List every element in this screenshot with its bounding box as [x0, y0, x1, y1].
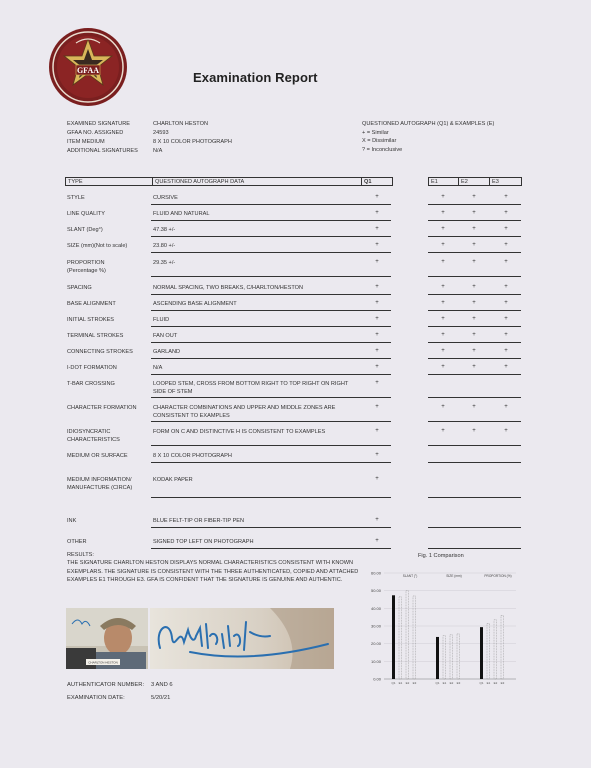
legend-title: QUESTIONED AUTOGRAPH (Q1) & EXAMPLES (E): [362, 121, 495, 127]
example-mark: +: [504, 404, 508, 410]
footer-details: [67, 682, 173, 708]
row-underline: [151, 527, 391, 528]
row-underline: [151, 462, 391, 463]
q1-mark: +: [375, 210, 379, 216]
row-type-label: LINE QUALITY: [67, 211, 105, 217]
results-section: [67, 551, 367, 584]
example-mark: +: [504, 348, 508, 354]
examples-underline: [428, 236, 521, 237]
chart-bar: [443, 636, 446, 679]
example-mark: +: [441, 348, 445, 354]
example-mark: +: [472, 194, 476, 200]
footer-label: AUTHENTICATOR NUMBER:: [67, 682, 145, 688]
row-underline: [151, 252, 391, 253]
photo-caption: CHARLTON HESTON: [88, 660, 118, 665]
row-type-label: SIZE (mm)(Not to scale): [67, 243, 128, 249]
row-type-label: TERMINAL STROKES: [67, 333, 124, 339]
header-row: [67, 147, 232, 156]
row-underline: [151, 374, 391, 375]
x-tick-label: Q1: [391, 681, 396, 685]
seal-lettering: GFAA: [76, 66, 100, 75]
x-tick-label: Q1: [479, 681, 484, 685]
header-label: ADDITIONAL SIGNATURES: [67, 148, 138, 154]
results-label: RESULTS:: [67, 552, 94, 558]
row-underline: [151, 358, 391, 359]
example-mark: +: [441, 300, 445, 306]
row-data-value: FORM ON C AND DISTINCTIVE H IS CONSISTENT TO EXAMPLES: [153, 429, 326, 435]
row-data-value: KODAK PAPER: [153, 477, 193, 483]
row-data-value: 47.38 +/-: [153, 227, 176, 233]
row-data-value: GARLAND: [153, 349, 181, 355]
row-underline: [151, 204, 391, 205]
legend-inconclusive: ? = Inconclusive: [362, 146, 403, 153]
q1-mark: +: [375, 428, 379, 434]
header-label: GFAA NO. ASSIGNED: [67, 130, 124, 136]
example-mark: +: [441, 210, 445, 216]
x-tick-label: E1: [486, 681, 491, 685]
gfaa-seal-logo: [48, 27, 128, 107]
row-data-value: FAN OUT: [153, 333, 178, 339]
x-tick-label: E2: [493, 681, 498, 685]
examples-underline: [428, 548, 521, 549]
row-type-label: MEDIUM OR SURFACE: [67, 453, 128, 459]
row-data-value: CURSIVE: [153, 195, 178, 201]
x-tick-label: E2: [449, 681, 454, 685]
header-details: [67, 120, 232, 156]
chart-title: Fig. 1 Comparison: [418, 553, 464, 559]
example-mark: +: [504, 242, 508, 248]
row-underline: [151, 276, 391, 277]
chart-bar: [457, 634, 460, 679]
row-data-value: NORMAL SPACING, TWO BREAKS, C/HARLTON/HESTON: [153, 285, 304, 291]
examples-underline: [428, 527, 521, 528]
row-type-label: PROPORTION (Percentage %): [67, 260, 106, 274]
row-type-label: CHARACTER FORMATION: [67, 405, 137, 411]
footer-row: [67, 682, 173, 695]
examples-underline: [428, 374, 521, 375]
chart-bar: [392, 595, 395, 679]
x-tick-label: Q1: [435, 681, 440, 685]
row-data-value: ASCENDING BASE ALIGNMENT: [153, 301, 237, 307]
example-mark: +: [472, 404, 476, 410]
row-data-value: N/A: [153, 365, 163, 371]
example-mark: +: [504, 226, 508, 232]
q1-mark: +: [375, 404, 379, 410]
row-data-value: 29.35 +/-: [153, 260, 176, 266]
page-title: Examination Report: [193, 70, 318, 85]
col-header-data: QUESTIONED AUTOGRAPH DATA: [152, 177, 362, 186]
q1-mark: +: [375, 242, 379, 248]
chart-bar: [480, 627, 483, 679]
q1-mark: +: [375, 316, 379, 322]
row-underline: [151, 497, 391, 498]
y-tick-label: 60.00: [370, 570, 381, 576]
q1-mark: +: [375, 332, 379, 338]
q1-mark: +: [375, 476, 379, 482]
photograph-thumbnail: [66, 608, 148, 669]
header-value: CHARLTON HESTON: [153, 121, 209, 127]
chart-bar: [487, 623, 490, 679]
chart-bar: [450, 635, 453, 679]
row-data-value: 23.80 +/-: [153, 243, 176, 249]
example-mark: +: [441, 259, 445, 265]
q1-mark: +: [375, 226, 379, 232]
legend-similar: + = Similar: [362, 129, 389, 136]
chart-bar: [501, 615, 504, 679]
q1-mark: +: [375, 300, 379, 306]
example-mark: +: [504, 300, 508, 306]
header-label: EXAMINED SIGNATURE: [67, 121, 130, 127]
examples-underline: [428, 252, 521, 253]
examples-underline: [428, 497, 521, 498]
row-type-label: STYLE: [67, 195, 85, 201]
row-type-label: SLANT (Deg°): [67, 227, 103, 233]
example-mark: +: [504, 428, 508, 434]
example-mark: +: [441, 226, 445, 232]
comparison-bar-chart: [360, 563, 520, 688]
row-underline: [151, 236, 391, 237]
example-mark: +: [472, 332, 476, 338]
row-data-value: LOOPED STEM, CROSS FROM BOTTOM RIGHT TO TOP RIGHT ON RIGHT SIDE OF STEM: [153, 381, 349, 395]
examples-underline: [428, 397, 521, 398]
row-type-label: OTHER: [67, 539, 87, 545]
examples-underline: [428, 445, 521, 446]
examples-underline: [428, 310, 521, 311]
example-mark: +: [504, 332, 508, 338]
example-mark: +: [472, 428, 476, 434]
footer-value: 5/20/21: [151, 695, 171, 701]
row-data-value: FLUID: [153, 317, 170, 323]
x-tick-label: E3: [456, 681, 461, 685]
row-data-value: BLUE FELT-TIP OR FIBER-TIP PEN: [153, 518, 245, 524]
header-label: ITEM MEDIUM: [67, 139, 105, 145]
chart-bar: [406, 591, 409, 679]
examples-underline: [428, 421, 521, 422]
y-tick-label: 40.00: [370, 605, 381, 611]
example-mark: +: [441, 242, 445, 248]
q1-mark: +: [375, 452, 379, 458]
col-header-e2: E2: [458, 177, 490, 186]
row-type-label: I-DOT FORMATION: [67, 365, 117, 371]
row-type-label: SPACING: [67, 285, 92, 291]
signature-closeup: [150, 608, 334, 669]
series-label: PROPORTION (%): [484, 574, 512, 578]
example-mark: +: [472, 300, 476, 306]
row-type-label: INITIAL STROKES: [67, 317, 115, 323]
row-data-value: FLUID AND NATURAL: [153, 211, 210, 217]
row-underline: [151, 310, 391, 311]
example-mark: +: [504, 364, 508, 370]
example-mark: +: [504, 284, 508, 290]
q1-mark: +: [375, 517, 379, 523]
example-mark: +: [472, 364, 476, 370]
footer-value: 3 AND 6: [151, 682, 173, 688]
chart-bar: [436, 637, 439, 679]
results-text: THE SIGNATURE CHARLTON HESTON DISPLAYS NORMAL CHARACTERISTICS CONSISTENT WITH KNOWN EXEMPLARS. THE SIGNATURE IS CONSISTENT WITH THE THREE AUTHENTICATED, COPIED AND ATTACHED EXAMPLES E1 THROUGH E3. GFA IS CONFIDENT THAT THE SIGNATURE IS GENUINE AND AUTHENTIC.: [67, 560, 359, 583]
example-mark: +: [441, 316, 445, 322]
footer-label: EXAMINATION DATE:: [67, 695, 125, 701]
header-value: 24593: [153, 130, 169, 136]
q1-mark: +: [375, 538, 379, 544]
row-underline: [151, 397, 391, 398]
row-data-value: 8 X 10 COLOR PHOTOGRAPH: [153, 453, 232, 459]
legend-key: [362, 120, 494, 154]
col-header-e1: E1: [428, 177, 459, 186]
row-underline: [151, 421, 391, 422]
example-mark: +: [504, 194, 508, 200]
row-underline: [151, 548, 391, 549]
example-mark: +: [472, 259, 476, 265]
header-value: N/A: [153, 148, 163, 154]
row-type-label: MEDIUM INFORMATION/ MANUFACTURE (CIRCA): [67, 477, 133, 491]
row-underline: [151, 294, 391, 295]
y-tick-label: 0.00: [373, 676, 381, 682]
q1-mark: +: [375, 194, 379, 200]
col-header-type: TYPE: [65, 177, 153, 186]
example-mark: +: [472, 242, 476, 248]
q1-mark: +: [375, 364, 379, 370]
row-data-value: CHARACTER COMBINATIONS AND UPPER AND MIDDLE ZONES ARE CONSISTENT TO EXAMPLES: [153, 405, 336, 419]
example-mark: +: [441, 428, 445, 434]
examples-underline: [428, 462, 521, 463]
row-type-label: INK: [67, 518, 77, 524]
examples-underline: [428, 358, 521, 359]
examples-underline: [428, 294, 521, 295]
examples-underline: [428, 342, 521, 343]
x-tick-label: E1: [398, 681, 403, 685]
x-tick-label: E3: [500, 681, 505, 685]
legend-dissimilar: X = Dissimilar: [362, 138, 397, 145]
example-mark: +: [441, 284, 445, 290]
x-tick-label: E3: [412, 681, 417, 685]
row-underline: [151, 445, 391, 446]
row-data-value: SIGNED TOP LEFT ON PHOTOGRAPH: [153, 539, 254, 545]
example-mark: +: [504, 210, 508, 216]
header-row: [67, 138, 232, 147]
row-underline: [151, 342, 391, 343]
header-row: [67, 129, 232, 138]
x-tick-label: E1: [442, 681, 447, 685]
examples-underline: [428, 276, 521, 277]
example-mark: +: [441, 364, 445, 370]
y-tick-label: 50.00: [370, 588, 381, 594]
row-type-label: CONNECTING STROKES: [67, 349, 133, 355]
examples-underline: [428, 326, 521, 327]
y-tick-label: 30.00: [370, 623, 381, 629]
examples-underline: [428, 204, 521, 205]
example-mark: +: [504, 316, 508, 322]
col-header-q1: Q1: [361, 177, 393, 186]
y-tick-label: 20.00: [370, 641, 381, 647]
examples-underline: [428, 220, 521, 221]
series-label: SIZE (mm): [446, 574, 462, 578]
example-mark: +: [472, 316, 476, 322]
chart-bar: [399, 597, 402, 679]
series-label: SLANT (°): [402, 574, 418, 578]
q1-mark: +: [375, 259, 379, 265]
col-header-e3: E3: [489, 177, 522, 186]
row-type-label: IDIOSYNCRATIC CHARACTERISTICS: [67, 429, 120, 443]
example-mark: +: [441, 332, 445, 338]
example-mark: +: [472, 348, 476, 354]
chart-bar: [494, 620, 497, 679]
example-mark: +: [472, 210, 476, 216]
row-type-label: T-BAR CROSSING: [67, 381, 115, 387]
row-type-label: BASE ALIGNMENT: [67, 301, 116, 307]
header-value: 8 X 10 COLOR PHOTOGRAPH: [153, 139, 232, 145]
q1-mark: +: [375, 380, 379, 386]
row-underline: [151, 326, 391, 327]
q1-mark: +: [375, 284, 379, 290]
row-underline: [151, 220, 391, 221]
example-mark: +: [441, 194, 445, 200]
header-row: [67, 120, 232, 129]
example-mark: +: [504, 259, 508, 265]
q1-mark: +: [375, 348, 379, 354]
footer-row: [67, 695, 173, 708]
example-mark: +: [441, 404, 445, 410]
y-tick-label: 10.00: [370, 658, 381, 664]
example-mark: +: [472, 284, 476, 290]
x-tick-label: E2: [405, 681, 410, 685]
example-mark: +: [472, 226, 476, 232]
